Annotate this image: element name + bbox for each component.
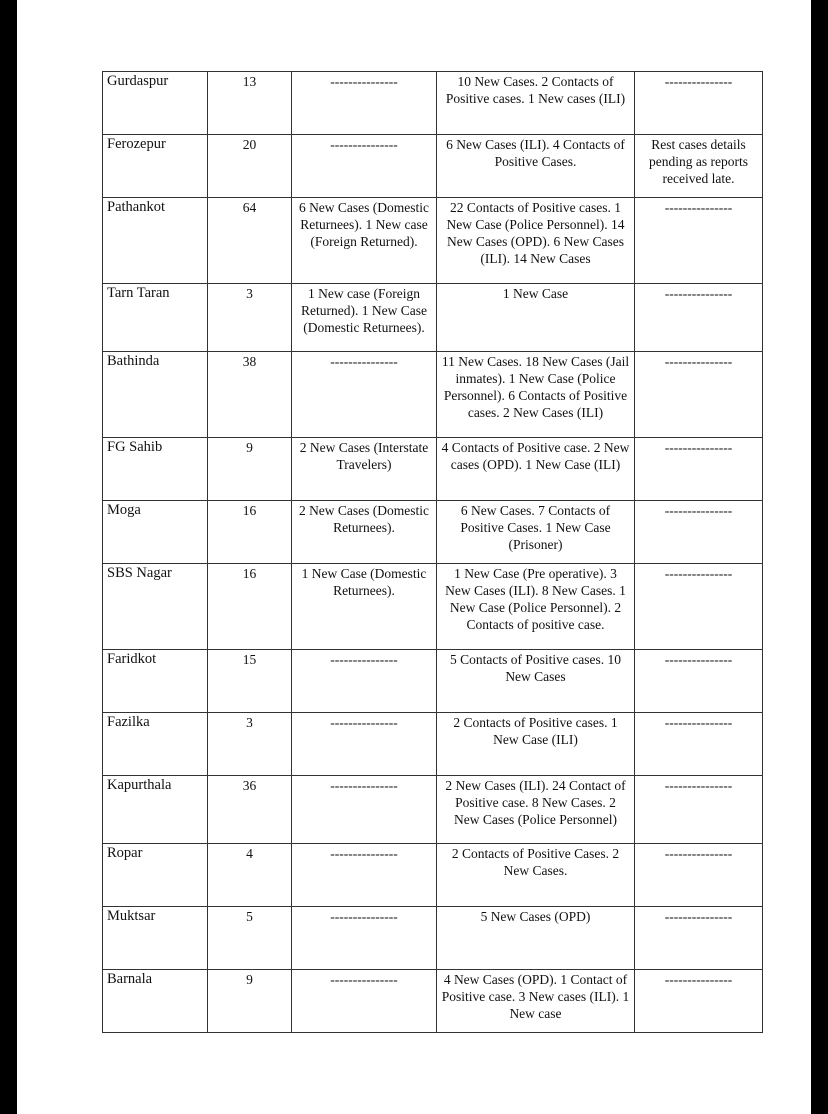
case-details-cell: 2 Contacts of Positive Cases. 2 New Cases. bbox=[437, 844, 635, 907]
table-row bbox=[103, 438, 763, 501]
table-row bbox=[103, 713, 763, 776]
table-row bbox=[103, 501, 763, 564]
case-details-cell: 5 New Cases (OPD) bbox=[437, 907, 635, 970]
case-count-cell: 15 bbox=[208, 650, 292, 713]
district-cell: Bathinda bbox=[103, 352, 208, 438]
case-count-cell: 3 bbox=[208, 713, 292, 776]
case-count-cell: 64 bbox=[208, 198, 292, 284]
remarks-cell: --------------- bbox=[635, 198, 763, 284]
case-count-cell: 16 bbox=[208, 564, 292, 650]
case-details-cell: 10 New Cases. 2 Contacts of Positive cases. 1 New cases (ILI) bbox=[437, 72, 635, 135]
case-count-cell: 38 bbox=[208, 352, 292, 438]
remarks-cell: --------------- bbox=[635, 844, 763, 907]
district-cell: Gurdaspur bbox=[103, 72, 208, 135]
domestic-foreign-cell: --------------- bbox=[292, 970, 437, 1033]
domestic-foreign-cell: --------------- bbox=[292, 650, 437, 713]
remarks-cell: Rest cases details pending as reports received late. bbox=[635, 135, 763, 198]
remarks-cell: --------------- bbox=[635, 284, 763, 352]
table-row bbox=[103, 844, 763, 907]
district-cell: Moga bbox=[103, 501, 208, 564]
remarks-cell: --------------- bbox=[635, 776, 763, 844]
table-row bbox=[103, 650, 763, 713]
case-details-cell: 2 Contacts of Positive cases. 1 New Case (ILI) bbox=[437, 713, 635, 776]
case-details-cell: 6 New Cases. 7 Contacts of Positive Cases. 1 New Case (Prisoner) bbox=[437, 501, 635, 564]
district-cell: SBS Nagar bbox=[103, 564, 208, 650]
table-row bbox=[103, 72, 763, 135]
remarks-cell: --------------- bbox=[635, 352, 763, 438]
table-row bbox=[103, 135, 763, 198]
case-details-cell: 11 New Cases. 18 New Cases (Jail inmates). 1 New Case (Police Personnel). 6 Contacts of Positive cases. 2 New Cases (ILI) bbox=[437, 352, 635, 438]
district-cases-table bbox=[102, 71, 763, 1033]
case-count-cell: 16 bbox=[208, 501, 292, 564]
domestic-foreign-cell: --------------- bbox=[292, 352, 437, 438]
remarks-cell: --------------- bbox=[635, 438, 763, 501]
domestic-foreign-cell: --------------- bbox=[292, 776, 437, 844]
document-page bbox=[17, 0, 811, 1114]
district-cell: Faridkot bbox=[103, 650, 208, 713]
table-row bbox=[103, 907, 763, 970]
case-count-cell: 36 bbox=[208, 776, 292, 844]
domestic-foreign-cell: 1 New Case (Domestic Returnees). bbox=[292, 564, 437, 650]
remarks-cell: --------------- bbox=[635, 907, 763, 970]
table-row bbox=[103, 198, 763, 284]
table-row bbox=[103, 970, 763, 1033]
district-cell: Tarn Taran bbox=[103, 284, 208, 352]
domestic-foreign-cell: 6 New Cases (Domestic Returnees). 1 New case (Foreign Returned). bbox=[292, 198, 437, 284]
case-count-cell: 3 bbox=[208, 284, 292, 352]
case-details-cell: 1 New Case bbox=[437, 284, 635, 352]
case-count-cell: 9 bbox=[208, 970, 292, 1033]
domestic-foreign-cell: 2 New Cases (Interstate Travelers) bbox=[292, 438, 437, 501]
district-cell: Fazilka bbox=[103, 713, 208, 776]
case-details-cell: 22 Contacts of Positive cases. 1 New Case (Police Personnel). 14 New Cases (OPD). 6 New Cases (ILI). 14 New Cases bbox=[437, 198, 635, 284]
case-count-cell: 4 bbox=[208, 844, 292, 907]
case-count-cell: 5 bbox=[208, 907, 292, 970]
case-details-cell: 1 New Case (Pre operative). 3 New Cases (ILI). 8 New Cases. 1 New Case (Police Personnel). 2 Contacts of positive case. bbox=[437, 564, 635, 650]
case-details-cell: 4 New Cases (OPD). 1 Contact of Positive case. 3 New cases (ILI). 1 New case bbox=[437, 970, 635, 1033]
case-details-cell: 2 New Cases (ILI). 24 Contact of Positive case. 8 New Cases. 2 New Cases (Police Personnel) bbox=[437, 776, 635, 844]
table-row bbox=[103, 776, 763, 844]
remarks-cell: --------------- bbox=[635, 713, 763, 776]
domestic-foreign-cell: --------------- bbox=[292, 72, 437, 135]
district-cell: Muktsar bbox=[103, 907, 208, 970]
case-details-cell: 6 New Cases (ILI). 4 Contacts of Positive Cases. bbox=[437, 135, 635, 198]
case-count-cell: 13 bbox=[208, 72, 292, 135]
remarks-cell: --------------- bbox=[635, 501, 763, 564]
remarks-cell: --------------- bbox=[635, 72, 763, 135]
district-cell: Barnala bbox=[103, 970, 208, 1033]
district-cell: Kapurthala bbox=[103, 776, 208, 844]
table-row bbox=[103, 352, 763, 438]
case-count-cell: 20 bbox=[208, 135, 292, 198]
district-cell: Pathankot bbox=[103, 198, 208, 284]
remarks-cell: --------------- bbox=[635, 564, 763, 650]
remarks-cell: --------------- bbox=[635, 650, 763, 713]
district-cell: Ropar bbox=[103, 844, 208, 907]
domestic-foreign-cell: --------------- bbox=[292, 907, 437, 970]
domestic-foreign-cell: --------------- bbox=[292, 135, 437, 198]
district-cell: FG Sahib bbox=[103, 438, 208, 501]
case-count-cell: 9 bbox=[208, 438, 292, 501]
table-row bbox=[103, 564, 763, 650]
district-cell: Ferozepur bbox=[103, 135, 208, 198]
domestic-foreign-cell: --------------- bbox=[292, 844, 437, 907]
remarks-cell: --------------- bbox=[635, 970, 763, 1033]
case-details-cell: 4 Contacts of Positive case. 2 New cases (OPD). 1 New Case (ILI) bbox=[437, 438, 635, 501]
domestic-foreign-cell: 2 New Cases (Domestic Returnees). bbox=[292, 501, 437, 564]
table-row bbox=[103, 284, 763, 352]
domestic-foreign-cell: 1 New case (Foreign Returned). 1 New Case (Domestic Returnees). bbox=[292, 284, 437, 352]
domestic-foreign-cell: --------------- bbox=[292, 713, 437, 776]
case-details-cell: 5 Contacts of Positive cases. 10 New Cases bbox=[437, 650, 635, 713]
